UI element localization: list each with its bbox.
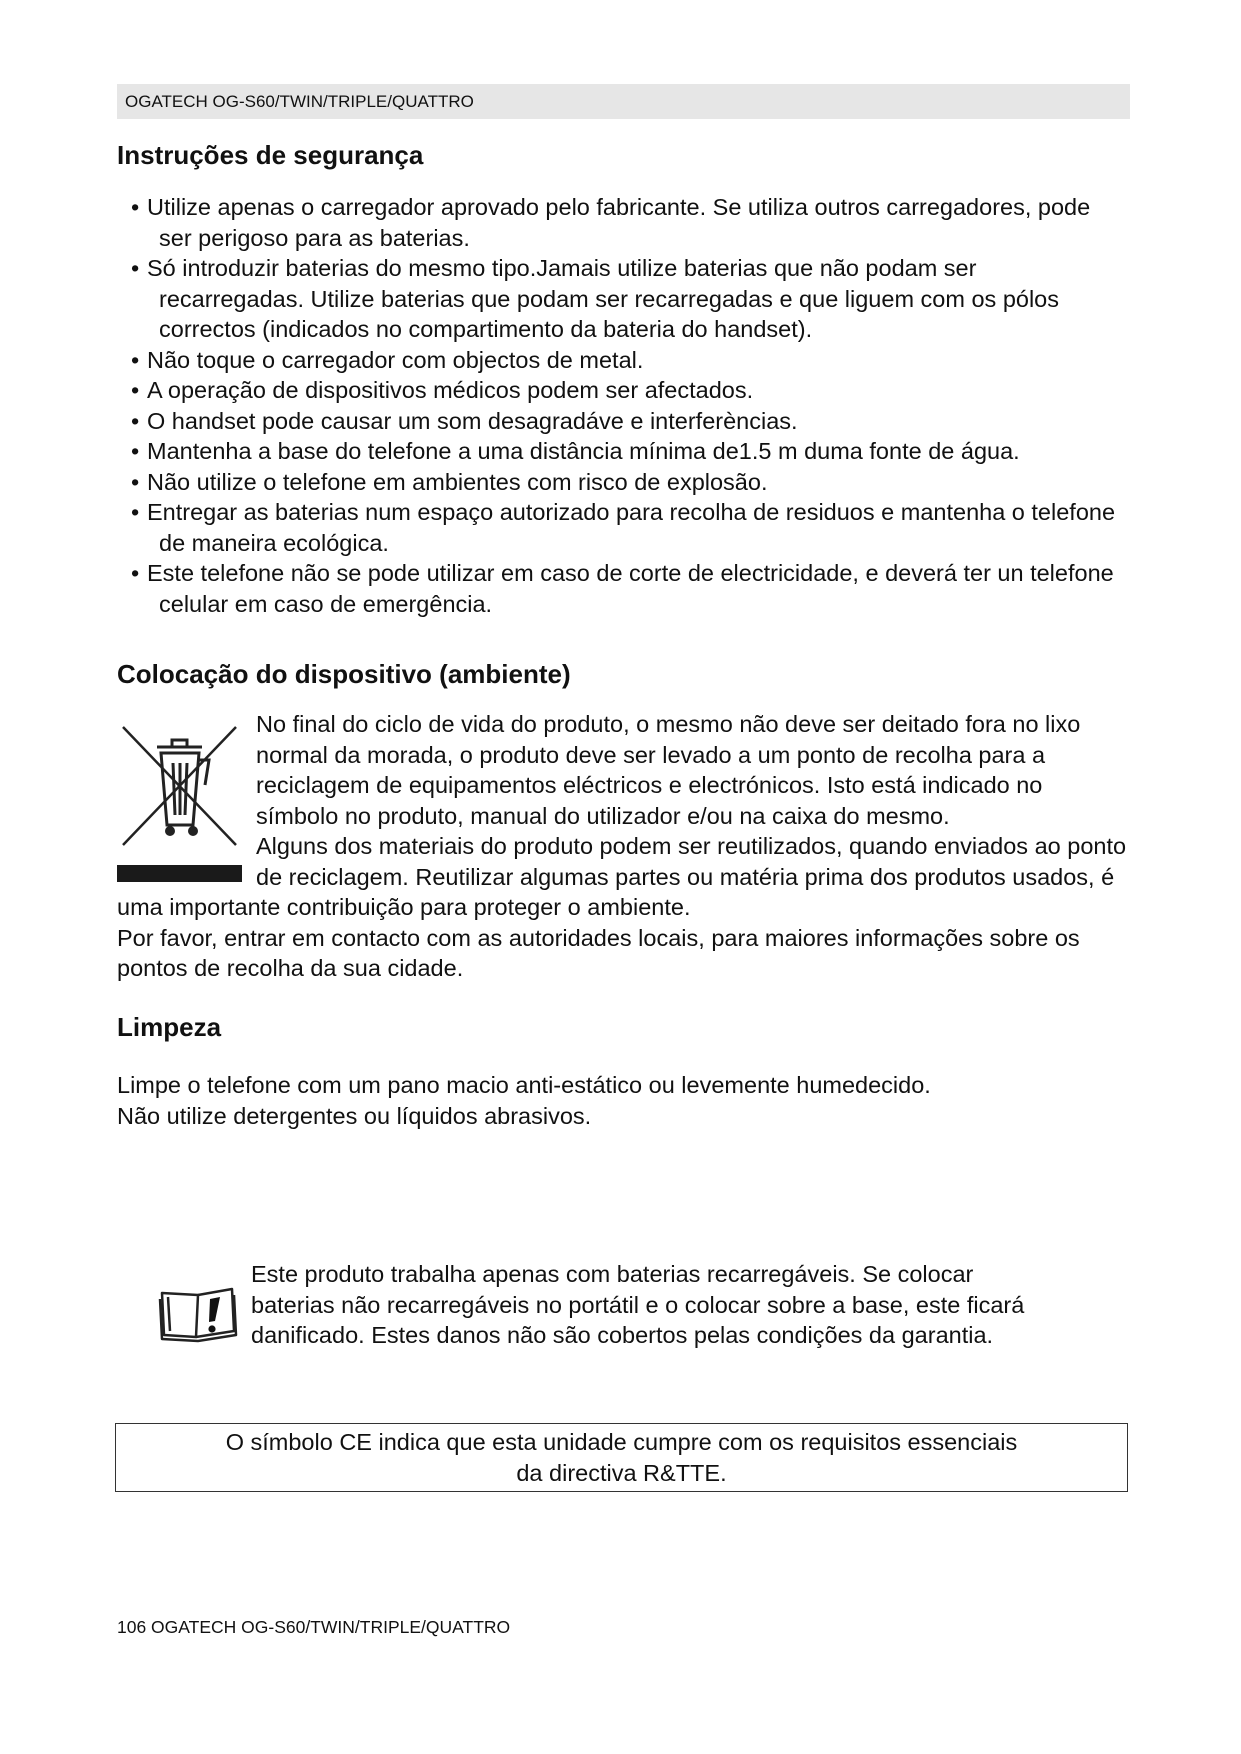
safety-list — [117, 192, 1127, 619]
cleaning-title: Limpeza — [117, 1012, 222, 1042]
note-line: baterias não recarregáveis no portátil e o colocar sobre a base, este ficará — [251, 1291, 1025, 1318]
ce-notice-line: O símbolo CE indica que esta unidade cumpre com os requisitos essenciais — [225, 1429, 1018, 1455]
note-line: Este produto trabalha apenas com baterias recarregáveis. Se colocar — [251, 1261, 974, 1287]
ce-notice-box — [115, 1423, 1128, 1492]
list-item: • Este telefone não se pode utilizar em caso de corte de electricidade, e deverá ter un telefone celular em caso de emergência. — [117, 558, 1127, 619]
environment-section — [117, 709, 1129, 984]
weee-crossed-bin-icon — [117, 715, 242, 885]
environment-paragraph-1: No final do ciclo de vida do produto, o mesmo não deve ser deitado fora no lixo normal da morada, o produto deve ser levado a um ponto de recolha para a reciclagem de equipamentos eléctricos e electrónicos. Isto está indicado no símbolo no produto, manual do utilizador e/ou na caixa do mesmo. — [256, 711, 1081, 829]
cleaning-line-1: Limpe o telefone com um pano macio anti-estático ou levemente humedecido. — [117, 1072, 931, 1098]
list-item: • O handset pode causar um som desagradáve e interferèncias. — [117, 406, 1127, 437]
battery-note — [158, 1259, 1098, 1351]
list-item: • A operação de dispositivos médicos podem ser afectados. — [117, 375, 1127, 406]
note-line: danificado. Estes danos não são cobertos pelas condições da garantia. — [251, 1322, 994, 1348]
page-header — [117, 84, 1130, 119]
list-item: • Não utilize o telefone em ambientes com risco de explosão. — [117, 467, 1127, 498]
page-footer: 106 OGATECH OG-S60/TWIN/TRIPLE/QUATTRO — [117, 1617, 511, 1637]
cleaning-section — [117, 1070, 1127, 1131]
list-item: • Utilize apenas o carregador aprovado pelo fabricante. Se utiliza outros carregadores, pode ser perigoso para as baterias. — [117, 192, 1127, 253]
environment-title: Colocação do dispositivo (ambiente) — [117, 659, 571, 689]
list-item: • Só introduzir baterias do mesmo tipo.Jamais utilize baterias que não podam ser recarregadas. Utilize baterias que podam ser recarregadas e que liguem com os pólos correctos (indicados no compartimento da bateria do handset). — [117, 253, 1127, 345]
ce-notice-line: da directiva R&TTE. — [516, 1459, 727, 1486]
environment-paragraph-3: Por favor, entrar em contacto com as autoridades locais, para maiores informações sobre os pontos de recolha da sua cidade. — [117, 924, 1080, 981]
list-item: • Entregar as baterias num espaço autorizado para recolha de residuos e mantenha o telefone de maneira ecológica. — [117, 497, 1127, 558]
book-warning-icon — [158, 1283, 238, 1343]
cleaning-line-2: Não utilize detergentes ou líquidos abrasivos. — [117, 1102, 592, 1129]
header-title: OGATECH OG-S60/TWIN/TRIPLE/QUATTRO — [125, 92, 474, 111]
list-item: • Não toque o carregador com objectos de metal. — [117, 345, 1127, 376]
environment-paragraph-2: Alguns dos materiais do produto podem ser reutilizados, quando enviados ao ponto de reciclagem. Reutilizar algumas partes ou matéria prima dos produtos usados, é uma importante contribuição para proteger o ambiente. — [117, 833, 1127, 920]
safety-title: Instruções de segurança — [117, 140, 424, 170]
list-item: • Mantenha a base do telefone a uma distância mínima de1.5 m duma fonte de água. — [117, 436, 1127, 467]
